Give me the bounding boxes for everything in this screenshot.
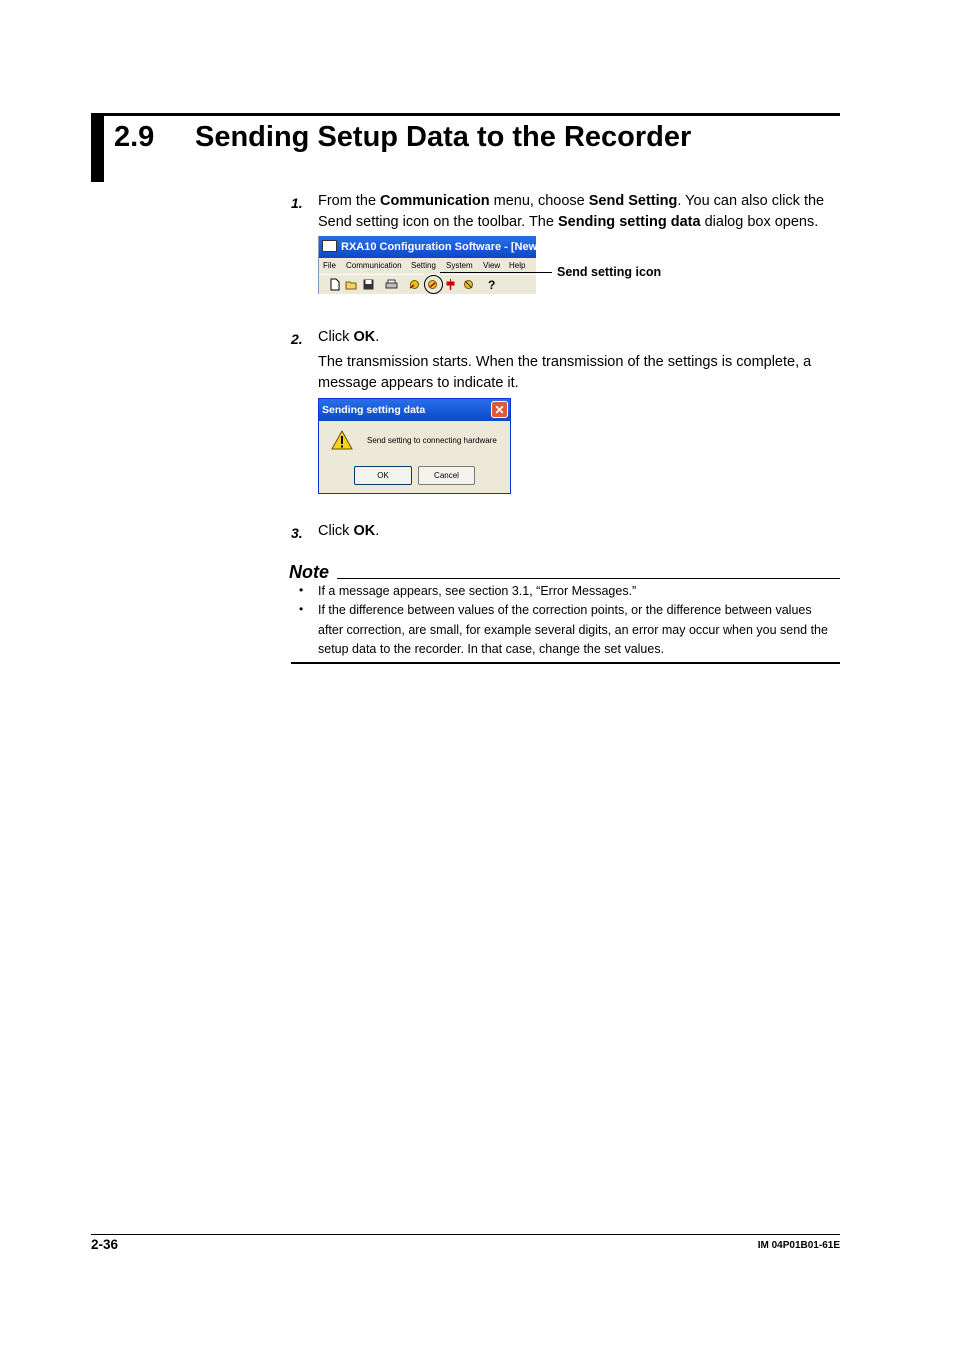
svg-text:?: ? bbox=[488, 278, 496, 292]
menu-setting[interactable]: Setting bbox=[411, 261, 436, 270]
open-folder-icon[interactable] bbox=[345, 278, 358, 291]
note-bottom-rule bbox=[291, 662, 840, 664]
help-icon[interactable] bbox=[485, 278, 498, 291]
step-3-text: Click OK. bbox=[318, 523, 380, 539]
note-title: Note bbox=[289, 562, 329, 582]
footer-rule bbox=[91, 1234, 840, 1235]
menu-communication[interactable]: Communication bbox=[346, 261, 402, 270]
callout-circle bbox=[424, 275, 443, 294]
section-heading-bar bbox=[91, 113, 104, 182]
step-2-number: 2. bbox=[291, 331, 303, 347]
section-title: Sending Setup Data to the Recorder bbox=[195, 121, 692, 153]
app-title: RXA10 Configuration Software - [NewFile] bbox=[341, 241, 560, 253]
step-2-description bbox=[318, 352, 811, 394]
note-item-2-line-3: setup data to the recorder. In that case, change the set values. bbox=[318, 642, 665, 656]
menu-view[interactable]: View bbox=[483, 261, 501, 270]
save-icon[interactable] bbox=[362, 278, 375, 291]
section-number: 2.9 bbox=[114, 121, 155, 153]
note-item-2 bbox=[318, 601, 828, 660]
disconnect-icon[interactable] bbox=[462, 278, 475, 291]
menu-file[interactable]: File bbox=[323, 261, 336, 270]
dialog-cancel-button[interactable]: Cancel bbox=[418, 466, 475, 485]
note-item-1: If a message appears, see section 3.1, “Error Messages.” bbox=[318, 584, 637, 598]
print-icon[interactable] bbox=[385, 278, 398, 291]
step-3-number: 3. bbox=[291, 525, 303, 541]
note-bullet-1: • bbox=[299, 583, 304, 597]
dialog-message: Send setting to connecting hardware bbox=[367, 436, 497, 445]
step-1-line-2: Send setting icon on the toolbar. The Sending setting data dialog box opens. bbox=[318, 214, 819, 230]
app-menu-bar bbox=[319, 259, 536, 273]
note-bullet-2: • bbox=[299, 602, 304, 616]
step-1-number: 1. bbox=[291, 195, 303, 211]
receive-setting-icon[interactable] bbox=[408, 278, 421, 291]
new-file-icon[interactable] bbox=[328, 278, 341, 291]
dialog-title: Sending setting data bbox=[319, 399, 510, 421]
note-item-2-line-2: after correction, are small, for example several digits, an error may occur when you send the bbox=[318, 622, 828, 637]
callout-leader-line bbox=[440, 272, 552, 273]
note-top-rule bbox=[337, 578, 840, 579]
callout-label: Send setting icon bbox=[557, 265, 662, 279]
sending-setting-dialog bbox=[318, 398, 511, 494]
menu-help[interactable]: Help bbox=[509, 261, 526, 270]
step-2-text: Click OK. bbox=[318, 329, 380, 345]
dialog-close-button[interactable]: ✕ bbox=[491, 401, 508, 418]
page-number: 2-36 bbox=[91, 1237, 119, 1252]
step-2-desc-line-1: The transmission starts. When the transmission of the settings is complete, a bbox=[318, 354, 812, 370]
app-title-bar bbox=[319, 236, 560, 258]
dialog-ok-button[interactable]: OK bbox=[354, 466, 412, 485]
menu-system[interactable]: System bbox=[446, 261, 473, 270]
note-item-2-line-1: If the difference between values of the correction points, or the difference between values bbox=[318, 603, 812, 617]
step-1-line-1: From the Communication menu, choose Send Setting. You can also click the bbox=[318, 193, 825, 209]
app-system-icon bbox=[322, 240, 337, 252]
document-id: IM 04P01B01-61E bbox=[757, 1240, 840, 1251]
warning-icon bbox=[331, 429, 353, 451]
connect-icon[interactable] bbox=[444, 278, 457, 291]
step-1-text bbox=[318, 191, 824, 233]
step-2-desc-line-2: message appears to indicate it. bbox=[318, 375, 519, 391]
section-heading-rule bbox=[104, 113, 840, 116]
